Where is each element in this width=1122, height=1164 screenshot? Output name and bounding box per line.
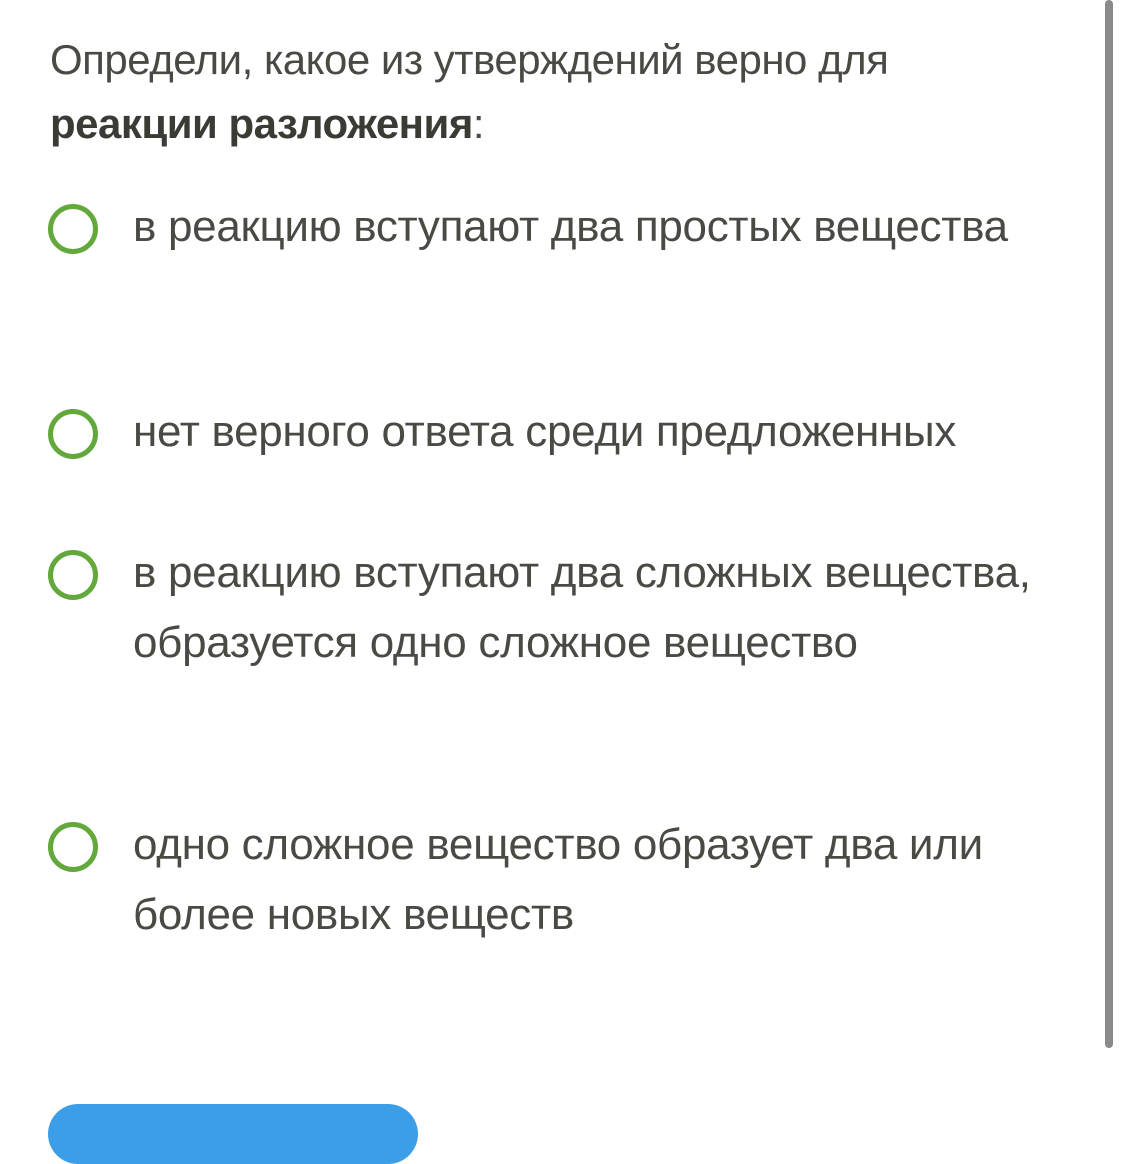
question-text	[50, 28, 1060, 156]
radio-button-icon[interactable]	[48, 204, 98, 254]
question-prefix: Определи, какое из утверждений верно для	[50, 36, 889, 83]
answer-option-label: в реакцию вступают два сложных вещества, образуется одно сложное вещество	[133, 548, 1031, 667]
scrollbar[interactable]	[1105, 0, 1113, 1048]
radio-button-icon[interactable]	[48, 822, 98, 872]
radio-button-icon[interactable]	[48, 409, 98, 459]
answer-option-label: нет верного ответа среди предложенных	[133, 407, 957, 456]
submit-button[interactable]	[48, 1104, 418, 1164]
answer-option-label: в реакцию вступают два простых вещества	[133, 202, 1008, 251]
question-suffix: :	[472, 100, 485, 147]
question-bold-term: реакции разложения	[50, 100, 473, 147]
answer-option-label: одно сложное вещество образует два или более новых веществ	[133, 820, 983, 939]
radio-button-icon[interactable]	[48, 550, 98, 600]
